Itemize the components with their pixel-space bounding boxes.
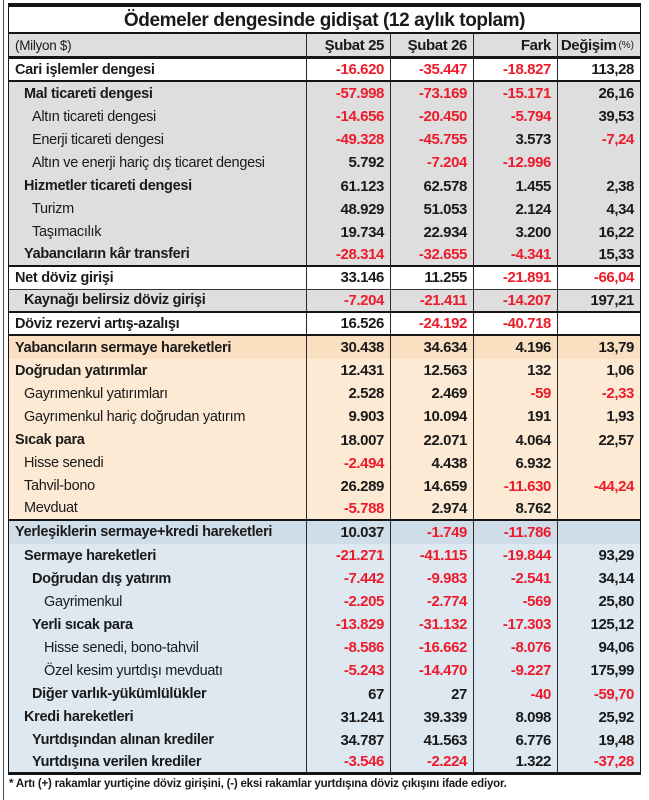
cell-fark: 1.322 — [473, 752, 557, 772]
cell-fark: -40 — [473, 683, 557, 706]
cell-fark: -11.786 — [473, 521, 557, 544]
cell-subat25: -16.620 — [306, 59, 390, 80]
column-header-unit: (Milyon $) — [15, 37, 72, 53]
cell-degisim: 26,16 — [557, 82, 640, 105]
cell-subat26: 51.053 — [390, 198, 473, 221]
cell-degisim: 1,93 — [557, 405, 640, 428]
cell-subat25: 48.929 — [306, 198, 390, 221]
row-label: Hizmetler ticareti dengesi — [24, 178, 192, 195]
cell-subat26: -20.450 — [390, 105, 473, 128]
cell-degisim — [557, 151, 640, 174]
cell-subat25: -2.494 — [306, 452, 390, 475]
cell-fark: -17.303 — [473, 613, 557, 636]
table-row — [8, 82, 641, 105]
cell-fark: -4.341 — [473, 244, 557, 265]
cell-degisim: 197,21 — [557, 290, 640, 311]
percent-suffix: (%) — [618, 39, 634, 51]
cell-degisim: -59,70 — [557, 683, 640, 706]
cell-degisim: 4,34 — [557, 198, 640, 221]
cell-degisim: 13,79 — [557, 336, 640, 359]
cell-fark: 6.776 — [473, 729, 557, 752]
cell-subat26: -21.411 — [390, 290, 473, 311]
cell-subat25: -8.586 — [306, 636, 390, 659]
table-row — [8, 244, 641, 267]
cell-degisim: -66,04 — [557, 267, 640, 289]
cell-fark: 191 — [473, 405, 557, 428]
cell-subat25: -7.442 — [306, 567, 390, 590]
cell-fark: 4.196 — [473, 336, 557, 359]
table-row — [8, 128, 641, 151]
cell-subat25: 9.903 — [306, 405, 390, 428]
cell-degisim — [557, 313, 640, 334]
row-label: Yerleşiklerin sermaye+kredi hareketleri — [15, 524, 273, 541]
table-row — [8, 336, 641, 359]
row-label: Doğrudan yatırımlar — [15, 362, 148, 379]
row-label: Döviz rezervi artış-azalışı — [15, 315, 180, 332]
cell-subat26: -41.115 — [390, 544, 473, 567]
table-row — [8, 105, 641, 128]
cell-degisim: 22,57 — [557, 429, 640, 452]
cell-subat25: -57.998 — [306, 82, 390, 105]
cell-degisim: -2,33 — [557, 382, 640, 405]
table-row — [8, 267, 641, 290]
row-label: Enerji ticareti dengesi — [32, 131, 164, 148]
cell-subat26: 41.563 — [390, 729, 473, 752]
cell-fark: -21.891 — [473, 267, 557, 289]
table-row — [8, 636, 641, 659]
cell-subat26: -2.774 — [390, 590, 473, 613]
cell-fark: 8.098 — [473, 706, 557, 729]
row-label: Taşımacılık — [32, 224, 102, 241]
cell-fark: 3.573 — [473, 128, 557, 151]
column-header-fark: Fark — [473, 34, 557, 56]
table-row — [8, 382, 641, 405]
cell-fark: -569 — [473, 590, 557, 613]
cell-subat25: 10.037 — [306, 521, 390, 544]
cell-subat26: -14.470 — [390, 659, 473, 682]
cell-subat26: 11.255 — [390, 267, 473, 289]
table-row — [8, 313, 641, 336]
cell-subat25: -5.788 — [306, 498, 390, 519]
cell-fark: 8.762 — [473, 498, 557, 519]
cell-subat26: -24.192 — [390, 313, 473, 334]
column-header-degisim — [557, 34, 640, 56]
cell-degisim: -44,24 — [557, 475, 640, 498]
cell-subat26: 34.634 — [390, 336, 473, 359]
row-label: Kaynağı belirsiz döviz girişi — [24, 292, 206, 309]
cell-subat25: -3.546 — [306, 752, 390, 772]
cell-fark: 132 — [473, 359, 557, 382]
cell-subat26: 10.094 — [390, 405, 473, 428]
table-row — [8, 613, 641, 636]
cell-degisim: 175,99 — [557, 659, 640, 682]
cell-fark: 3.200 — [473, 221, 557, 244]
cell-subat26: 12.563 — [390, 359, 473, 382]
row-label: Sermaye hareketleri — [24, 547, 157, 564]
cell-subat25: 30.438 — [306, 336, 390, 359]
row-label: Hisse senedi, bono-tahvil — [44, 639, 199, 656]
footnote: * Artı (+) rakamlar yurtiçine döviz girişini, (-) eksi rakamlar yurtdışına döviz çıkışını ifade ediyor. — [9, 777, 507, 790]
row-label: Özel kesim yurtdışı mevduatı — [44, 662, 223, 679]
cell-subat25: -28.314 — [306, 244, 390, 265]
row-label: Kredi hareketleri — [24, 709, 134, 726]
cell-subat25: 67 — [306, 683, 390, 706]
row-label: Diğer varlık-yükümlülükler — [32, 686, 207, 703]
cell-degisim — [557, 452, 640, 475]
cell-subat25: -7.204 — [306, 290, 390, 311]
cell-subat26: 4.438 — [390, 452, 473, 475]
cell-subat26: 14.659 — [390, 475, 473, 498]
table-row — [8, 151, 641, 174]
table-row — [8, 290, 641, 313]
cell-fark: -15.171 — [473, 82, 557, 105]
cell-subat25: 34.787 — [306, 729, 390, 752]
row-label: Mevduat — [24, 500, 78, 517]
cell-subat25: 2.528 — [306, 382, 390, 405]
cell-subat25: 16.526 — [306, 313, 390, 334]
cell-degisim: 1,06 — [557, 359, 640, 382]
cell-degisim: 25,80 — [557, 590, 640, 613]
table-row — [8, 567, 641, 590]
cell-subat25: 12.431 — [306, 359, 390, 382]
cell-degisim: 16,22 — [557, 221, 640, 244]
cell-subat25: 31.241 — [306, 706, 390, 729]
table-row — [8, 729, 641, 752]
table-row — [8, 429, 641, 452]
cell-subat26: -45.755 — [390, 128, 473, 151]
balance-of-payments-table — [8, 3, 641, 790]
cell-subat26: -32.655 — [390, 244, 473, 265]
row-label: Sıcak para — [15, 432, 85, 449]
row-label: Yerli sıcak para — [32, 616, 133, 633]
cell-degisim: -37,28 — [557, 752, 640, 772]
cell-degisim: 113,28 — [557, 59, 640, 80]
cell-fark: -8.076 — [473, 636, 557, 659]
cell-subat25: -49.328 — [306, 128, 390, 151]
cell-subat26: -31.132 — [390, 613, 473, 636]
cell-subat26: -2.224 — [390, 752, 473, 772]
cell-subat26: 39.339 — [390, 706, 473, 729]
row-label: Yurtdışından alınan krediler — [32, 732, 214, 749]
cell-degisim: 94,06 — [557, 636, 640, 659]
row-label: Hisse senedi — [24, 455, 104, 472]
cell-fark: -59 — [473, 382, 557, 405]
cell-subat25: 33.146 — [306, 267, 390, 289]
row-label: Mal ticareti dengesi — [24, 85, 153, 102]
cell-subat26: 27 — [390, 683, 473, 706]
table-header-row — [8, 34, 641, 59]
table-row — [8, 683, 641, 706]
row-label: Gayrimenkul — [44, 593, 123, 610]
cell-degisim: 19,48 — [557, 729, 640, 752]
cell-fark: -11.630 — [473, 475, 557, 498]
row-label: Altın ticareti dengesi — [32, 108, 156, 125]
table-row — [8, 659, 641, 682]
cell-degisim: 125,12 — [557, 613, 640, 636]
cell-subat26: 62.578 — [390, 174, 473, 197]
table-body — [8, 59, 641, 775]
cell-subat25: 26.289 — [306, 475, 390, 498]
cell-degisim: 2,38 — [557, 174, 640, 197]
cell-fark: -2.541 — [473, 567, 557, 590]
row-label: Tahvil-bono — [24, 478, 95, 495]
table-row — [8, 544, 641, 567]
cell-subat26: 22.934 — [390, 221, 473, 244]
page-left-rule — [3, 0, 4, 800]
cell-subat25: 18.007 — [306, 429, 390, 452]
cell-fark: 6.932 — [473, 452, 557, 475]
cell-fark: -12.996 — [473, 151, 557, 174]
column-header-subat26: Şubat 26 — [390, 34, 473, 56]
cell-degisim — [557, 521, 640, 544]
cell-subat25: 61.123 — [306, 174, 390, 197]
cell-subat25: 5.792 — [306, 151, 390, 174]
table-row — [8, 752, 641, 775]
row-label: Yabancıların kâr transferi — [24, 246, 190, 263]
cell-subat26: 2.974 — [390, 498, 473, 519]
cell-subat26: -7.204 — [390, 151, 473, 174]
cell-fark: -40.718 — [473, 313, 557, 334]
cell-subat26: 2.469 — [390, 382, 473, 405]
row-label: Doğrudan dış yatırım — [32, 570, 172, 587]
table-row — [8, 475, 641, 498]
cell-subat25: 19.734 — [306, 221, 390, 244]
table-row — [8, 359, 641, 382]
table-row — [8, 706, 641, 729]
column-header-degisim-label: Değişim — [560, 36, 617, 54]
cell-fark: 2.124 — [473, 198, 557, 221]
cell-subat25: -14.656 — [306, 105, 390, 128]
cell-fark: 1.455 — [473, 174, 557, 197]
table-row — [8, 221, 641, 244]
cell-degisim — [557, 498, 640, 519]
cell-fark: -9.227 — [473, 659, 557, 682]
cell-subat25: -2.205 — [306, 590, 390, 613]
row-label: Altın ve enerji hariç dış ticaret dengesi — [32, 154, 265, 171]
cell-fark: -19.844 — [473, 544, 557, 567]
table-title: Ödemeler dengesinde gidişat (12 aylık toplam) — [8, 3, 641, 34]
cell-fark: 4.064 — [473, 429, 557, 452]
row-label: Gayrımenkul hariç doğrudan yatırım — [24, 408, 246, 425]
column-header-subat25: Şubat 25 — [306, 34, 390, 56]
table-row — [8, 590, 641, 613]
row-label: Yabancıların sermaye hareketleri — [15, 339, 232, 356]
cell-subat26: 22.071 — [390, 429, 473, 452]
cell-degisim: -7,24 — [557, 128, 640, 151]
cell-subat25: -5.243 — [306, 659, 390, 682]
cell-fark: -5.794 — [473, 105, 557, 128]
cell-subat26: -35.447 — [390, 59, 473, 80]
row-label: Yurtdışına verilen krediler — [32, 753, 202, 770]
cell-degisim: 93,29 — [557, 544, 640, 567]
table-row — [8, 59, 641, 82]
cell-degisim: 39,53 — [557, 105, 640, 128]
table-row — [8, 174, 641, 197]
cell-subat26: -1.749 — [390, 521, 473, 544]
table-row — [8, 452, 641, 475]
table-row — [8, 498, 641, 521]
cell-degisim: 15,33 — [557, 244, 640, 265]
table-row — [8, 198, 641, 221]
table-row — [8, 405, 641, 428]
cell-subat26: -16.662 — [390, 636, 473, 659]
cell-subat26: -9.983 — [390, 567, 473, 590]
row-label: Turizm — [32, 201, 74, 218]
cell-subat26: -73.169 — [390, 82, 473, 105]
cell-fark: -18.827 — [473, 59, 557, 80]
table-row — [8, 521, 641, 544]
row-label: Gayrımenkul yatırımları — [24, 385, 168, 402]
row-label: Net döviz girişi — [15, 269, 114, 286]
cell-subat25: -13.829 — [306, 613, 390, 636]
row-label: Cari işlemler dengesi — [15, 61, 155, 78]
cell-degisim: 34,14 — [557, 567, 640, 590]
cell-subat25: -21.271 — [306, 544, 390, 567]
cell-degisim: 25,92 — [557, 706, 640, 729]
cell-fark: -14.207 — [473, 290, 557, 311]
